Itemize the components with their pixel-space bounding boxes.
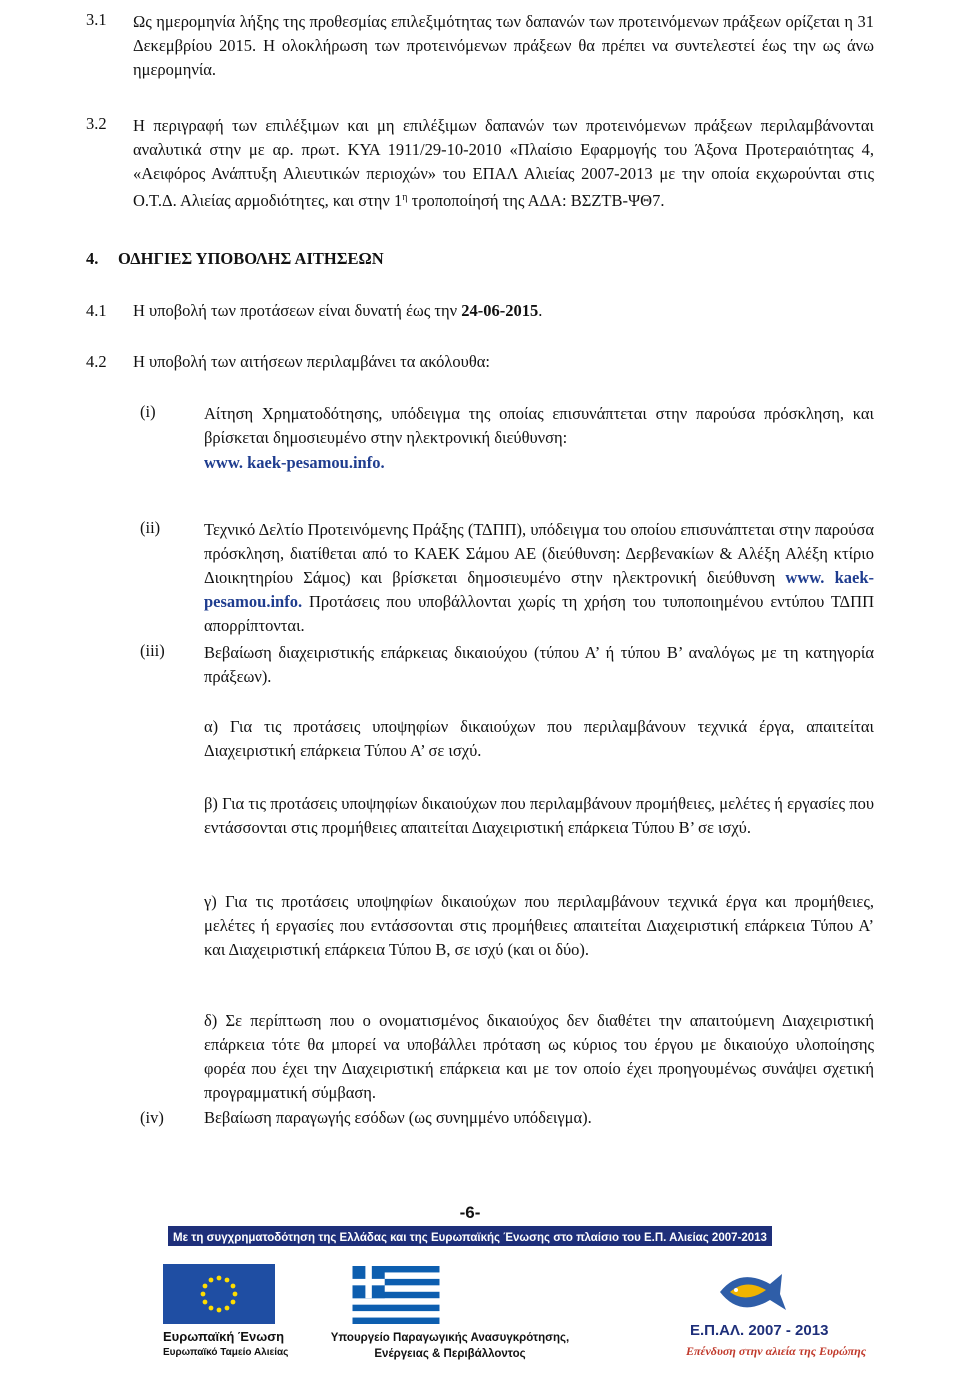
item-number-ii: (ii) — [140, 518, 161, 537]
item-iii-text: Βεβαίωση διαχειριστικής επάρκειας δικαιούχου (τύπου Α’ ή τύπου Β’ αναλόγως με τη κατηγορία πράξεων). — [204, 643, 874, 686]
superscript: η — [402, 192, 408, 203]
eu-stars-icon — [163, 1264, 275, 1324]
footer-banner — [168, 1226, 772, 1246]
eu-subtitle: Ευρωπαϊκό Ταμείο Αλιείας — [163, 1347, 289, 1358]
section-4-1-end: . — [538, 301, 543, 320]
item-number-iv: (iv) — [140, 1108, 164, 1127]
epal-logo — [710, 1262, 788, 1320]
item-i-text: Αίτηση Χρηματοδότησης, υπόδειγμα της οποίας επισυνάπτεται στην παρούσα πρόσκληση, και βρίσκεται δημοσιευμένο στην ηλεκτρονική διεύθυνση: — [204, 404, 874, 447]
eu-title: Ευρωπαϊκή Ένωση — [163, 1329, 285, 1344]
ministry-text: Υπουργείο Παραγωγικής Ανασυγκρότησης, Ενέργειας & Περιβάλλοντος — [330, 1332, 570, 1360]
page-number: -6- — [459, 1203, 481, 1222]
item-ii-note: Προτάσεις που υποβάλλονται χωρίς τη χρήση του τυποποιημένου εντύπου ΤΔΠΠ απορρίπτονται. — [204, 592, 874, 635]
section-3-2-body: Η περιγραφή των επιλέξιμων και μη επιλέξιμων δαπανών των προτεινόμενων πράξεων περιλαμβάνονται αναλυτικά στην με αρ. πρωτ. ΚΥΑ 1911/29-10-2010 «Πλαίσιο Εφαρμογής του Άξονα Προτεραιότητας 4, «Αειφόρος Ανάπτυξη Αλιευτικών περιοχών» του ΕΠΑΛ Αλιείας 2007-2013 με την οποία εκχωρούνται στις Ο.Τ.Δ. Αλιείας αρμοδιότητες, και στην 1 — [133, 116, 874, 210]
section-number-4-1: 4.1 — [86, 301, 107, 320]
item-iii-a: α) Για τις προτάσεις υποψηφίων δικαιούχων που περιλαμβάνουν τεχνικά έργα, απαιτείται Διαχειριστική επάρκεια Τύπου Α’ σε ισχύ. — [204, 717, 874, 760]
heading-number-4: 4. — [86, 249, 99, 268]
heading-4-title: ΟΔΗΓΙΕΣ ΥΠΟΒΟΛΗΣ ΑΙΤΗΣΕΩΝ — [118, 249, 384, 268]
item-ii-text — [204, 518, 874, 638]
section-number-4-2: 4.2 — [86, 352, 107, 371]
section-3-2-text — [133, 114, 874, 213]
section-4-1-body: Η υποβολή των προτάσεων είναι δυνατή έως την — [133, 301, 462, 320]
fish-logo-icon — [710, 1262, 788, 1320]
item-iii-c: γ) Για τις προτάσεις υποψηφίων δικαιούχων που περιλαμβάνουν τεχνικά έργα και προμήθειες, μελέτες ή εργασίες που εντάσσονται στις προμήθειες απαιτείται Διαχειριστική επάρκεια Τύπου Α’ και Διαχειριστική επάρκεια Τύπου Β, σε ισχύ (και οι δύο). — [204, 892, 874, 959]
section-3-1-text: Ως ημερομηνία λήξης της προθεσμίας επιλεξιμότητας των δαπανών των προτεινόμενων πράξεων ορίζεται η 31 Δεκεμβρίου 2015. Η ολοκλήρωση των προτεινόμενων πράξεων θα πρέπει να συντελεστεί έως την ως άνω ημερομηνία. — [133, 12, 874, 79]
footer-banner-text: Με τη συγχρηματοδότηση της Ελλάδας και της Ευρωπαϊκής Ένωσης στο πλαίσιο του Ε.Π. Αλιείας 2007-2013 — [173, 1232, 767, 1244]
section-number-3-1: 3.1 — [86, 10, 107, 29]
item-iv-text: Βεβαίωση παραγωγής εσόδων (ως συνημμένο υπόδειγμα). — [204, 1108, 592, 1127]
epal-subtitle: Επένδυση στην αλιεία της Ευρώπης — [686, 1344, 867, 1358]
eu-logo — [163, 1264, 275, 1324]
section-3-2-ada: τροποποίησή της ΑΔΑ: ΒΣΖΤΒ-ΨΘ7. — [407, 191, 665, 210]
item-iii-b: β) Για τις προτάσεις υποψηφίων δικαιούχων που περιλαμβάνουν προμήθειες, μελέτες ή εργασίες που εντάσσονται στις προμήθειες απαιτείται Διαχειριστική επάρκεια Τύπου Β’ σε ισχύ. — [204, 794, 874, 837]
greek-flag-icon — [352, 1266, 440, 1324]
item-ii-link[interactable]: www. kaek-pesamou.info. — [204, 568, 875, 611]
item-i-link[interactable]: www. kaek-pesamou.info. — [204, 453, 385, 472]
item-number-iii: (iii) — [140, 641, 165, 660]
deadline-date: 24-06-2015 — [461, 301, 539, 320]
section-number-3-2: 3.2 — [86, 114, 107, 133]
item-ii-body: Τεχνικό Δελτίο Προτεινόμενης Πράξης (ΤΔΠΠ), υπόδειγμα του οποίου επισυνάπτεται στην παρούσα πρόσκληση, διατίθεται από το ΚΑΕΚ Σάμου ΑΕ (διεύθυνση: Δερβενακίων & Αλέξη Αλέξη κτίριο Διοικητηρίου Σάμος) και βρίσκεται δημοσιευμένο στην ηλεκτρονική διεύθυνση — [204, 520, 874, 587]
section-4-2-text: Η υποβολή των αιτήσεων περιλαμβάνει τα ακόλουθα: — [133, 352, 490, 371]
item-number-i: (i) — [140, 402, 156, 421]
section-4-1-text — [133, 301, 542, 321]
epal-title: Ε.Π.ΑΛ. 2007 - 2013 — [690, 1322, 829, 1339]
item-iii-d: δ) Σε περίπτωση που ο ονοματισμένος δικαιούχος δεν διαθέτει την απαιτούμενη Διαχειριστική επάρκεια τότε θα μπορεί να υποβάλλει πρόταση ως κύριος του έργου με δικαιούχο υλοποίησης φορέα που έχει την Διαχειριστική επάρκεια και με τον οποίο έχει προηγουμένως συνάψει σχετική προγραμματική σύμβαση. — [204, 1011, 874, 1102]
